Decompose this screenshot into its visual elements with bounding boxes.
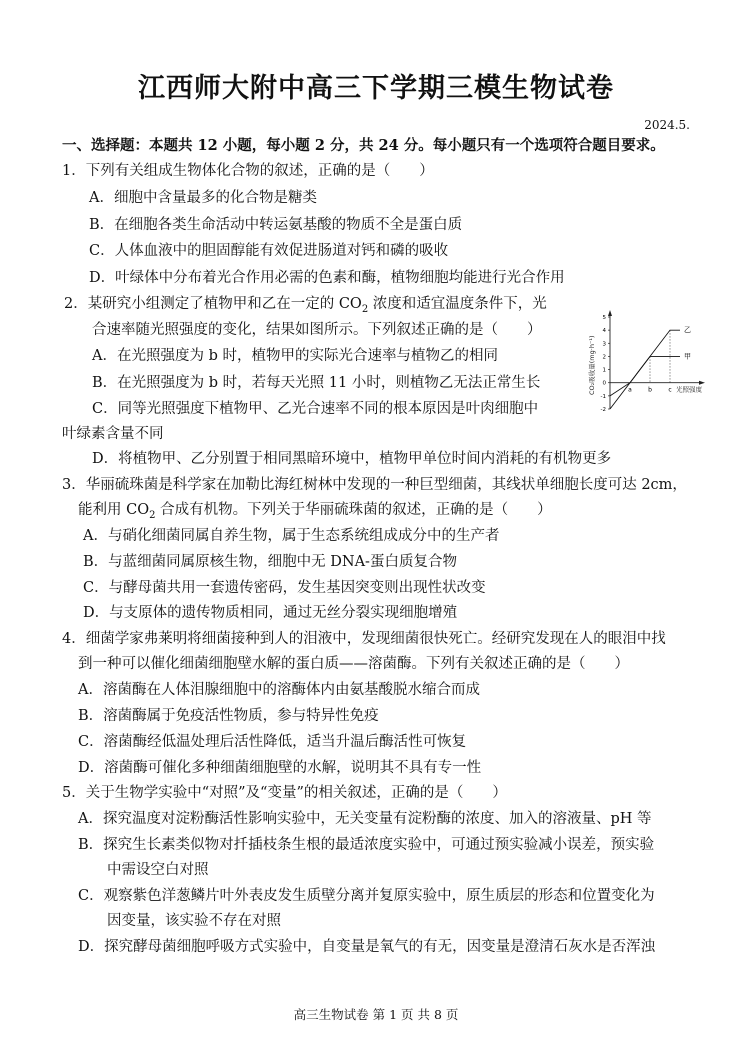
- q2-option-b: B．在光照强度为 b 时，若每天光照 11 小时，则植物乙无法正常生长: [92, 375, 541, 391]
- y-tick-label: 2: [602, 354, 606, 361]
- chart-ylabel: CO₂吸收量(mg·h⁻¹): [588, 335, 596, 395]
- q2-option-a: A．在光照强度为 b 时，植物甲的实际光合速率与植物乙的相同: [92, 348, 498, 364]
- q2-option-d: D．将植物甲、乙分别置于相同黑暗环境中，植物甲单位时间内消耗的有机物更多: [92, 451, 612, 467]
- series-label: 甲: [684, 352, 691, 361]
- y-axis-arrow: [608, 310, 612, 316]
- q3-option-c: C．与酵母菌共用一套遗传密码，发生基因突变则出现性状改变: [83, 580, 486, 596]
- q5-option-b-line1: B．探究生长素类似物对扦插枝条生根的最适浓度实验中，可通过预实验减小误差，预实验: [78, 837, 655, 853]
- photosynthesis-chart: [586, 305, 708, 423]
- q3-option-a: A．与硝化细菌同属自养生物，属于生态系统组成成分中的生产者: [83, 528, 500, 544]
- y-tick-label: 1: [602, 367, 606, 374]
- y-tick-label: 0: [602, 380, 606, 387]
- series-label: 乙: [684, 326, 691, 335]
- page-title: 江西师大附中高三下学期三模生物试卷: [138, 73, 614, 104]
- q1-option-c: C．人体血液中的胆固醇能有效促进肠道对钙和磷的吸收: [89, 243, 449, 259]
- x-tick-label: b: [648, 386, 652, 394]
- q4-stem-line2: 到一种可以催化细菌细胞壁水解的蛋白质——溶菌酶。下列有关叙述正确的是（ ）: [78, 656, 629, 672]
- y-tick-label: 3: [602, 341, 606, 348]
- q4-option-b: B．溶菌酶属于免疫活性物质，参与特异性免疫: [78, 708, 379, 724]
- chart-xlabel: 光照强度: [676, 385, 702, 394]
- y-tick-label: -2: [600, 407, 606, 413]
- q1-option-d: D．叶绿体中分布着光合作用必需的色素和酶，植物细胞均能进行光合作用: [89, 270, 565, 286]
- y-tick-label: 5: [602, 315, 606, 321]
- y-tick-label: 4: [602, 328, 606, 335]
- q5-option-c-line2: 因变量，该实验不存在对照: [107, 913, 281, 929]
- q4-option-c: C．溶菌酶经低温处理后活性降低，适当升温后酶活性可恢复: [78, 734, 467, 750]
- q4-option-d: D．溶菌酶可催化多种细菌细胞壁的水解，说明其不具有专一性: [78, 760, 482, 776]
- q4-option-a: A．溶菌酶在人体泪腺细胞中的溶酶体内由氨基酸脱水缩合而成: [78, 682, 480, 698]
- q1-option-a: A．细胞中含量最多的化合物是糖类: [89, 190, 317, 206]
- q5-stem: 5．关于生物学实验中“对照”及“变量”的相关叙述，正确的是（ ）: [62, 785, 507, 801]
- section-heading: 一、选择题：本题共 12 小题，每小题 2 分，共 24 分。每小题只有一个选项符合题目要求。: [62, 137, 665, 154]
- q2-option-c-line2: 叶绿素含量不同: [62, 426, 164, 442]
- x-tick-label: c: [668, 386, 672, 394]
- x-axis-arrow: [699, 381, 705, 385]
- x-tick-label: a: [628, 386, 632, 394]
- q5-option-a: A．探究温度对淀粉酶活性影响实验中，无关变量有淀粉酶的浓度、加入的溶液量、pH 等: [78, 811, 652, 827]
- q2-stem-line1: 2．某研究小组测定了植物甲和乙在一定的 $CO_2$ 浓度和适宜温度条件下，光: [64, 296, 547, 315]
- q2-option-c-line1: C．同等光照强度下植物甲、乙光合速率不同的根本原因是叶肉细胞中: [92, 401, 539, 417]
- q5-option-c-line1: C．观察紫色洋葱鳞片叶外表皮发生质壁分离并复原实验中，原生质层的形态和位置变化为: [78, 888, 655, 904]
- q1-stem: 1．下列有关组成生物体化合物的叙述，正确的是（ ）: [62, 163, 434, 179]
- q3-stem-line2: 能利用 $CO_2$ 合成有机物。下列关于华丽硫珠菌的叙述，正确的是（ ）: [78, 502, 552, 521]
- y-tick-label: -1: [600, 393, 606, 400]
- q3-option-b: B．与蓝细菌同属原核生物，细胞中无 DNA-蛋白质复合物: [83, 554, 457, 570]
- exam-date: 2024.5.: [644, 118, 690, 132]
- series-line-yi: [610, 330, 680, 409]
- q5-option-d: D．探究酵母菌细胞呼吸方式实验中，自变量是氧气的有无，因变量是澄清石灰水是否浑浊: [78, 939, 656, 955]
- q3-option-d: D．与支原体的遗传物质相同，通过无丝分裂实现细胞增殖: [83, 605, 458, 621]
- q2-stem-line2: 合速率随光照强度的变化，结果如图所示。下列叙述正确的是（ ）: [92, 322, 542, 338]
- q4-stem-line1: 4．细菌学家弗莱明将细菌接种到人的泪液中，发现细菌很快死亡。经研究发现在人的眼泪中找: [62, 631, 666, 647]
- q3-stem-line1: 3．华丽硫珠菌是科学家在加勒比海红树林中发现的一种巨型细菌，其线状单细胞长度可达 2cm，: [62, 477, 687, 493]
- q5-option-b-line2: 中需设空白对照: [107, 862, 209, 878]
- page-footer: 高三生物试卷 第 1 页 共 8 页: [293, 1007, 459, 1022]
- q1-option-b: B．在细胞各类生命活动中转运氨基酸的物质不全是蛋白质: [89, 217, 463, 233]
